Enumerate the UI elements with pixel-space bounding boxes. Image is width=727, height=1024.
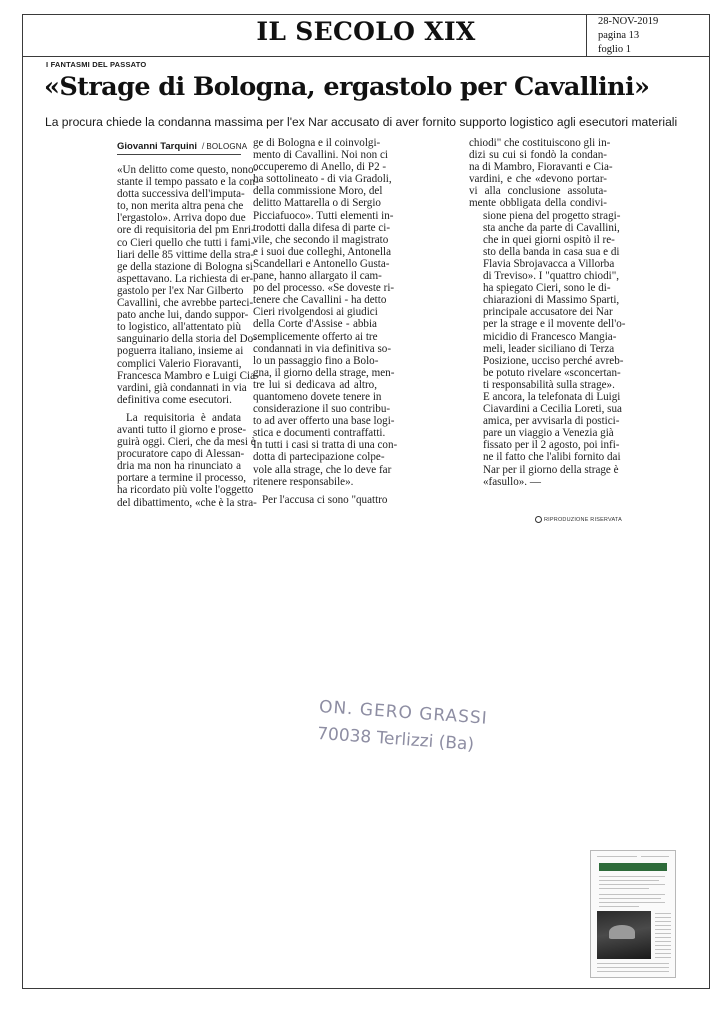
article-line: dotta di partecipazione colpe- — [253, 451, 385, 464]
byline — [117, 141, 247, 152]
thumbnail-text-line — [599, 884, 665, 885]
article-line: complici Valerio Fioravanti, — [117, 357, 242, 370]
article-line: pare un viaggio a Venezia già — [483, 427, 614, 440]
article-line: sta anche da parte di Cavallini, — [483, 221, 620, 234]
article-line: sto della banda in casa sua e di — [483, 245, 620, 258]
thumbnail-photo — [597, 911, 651, 959]
article-line: vole alla strage, che lo deve far — [253, 463, 392, 476]
office-stamp — [315, 694, 489, 776]
article-line: gastolo per l'ex Nar Gilberto — [117, 284, 244, 297]
byline-author: Giovanni Tarquini — [117, 141, 198, 152]
thumbnail-text-line — [655, 929, 671, 930]
article-line: trodotti dalla difesa di parte ci- — [253, 221, 391, 234]
article-line: vi alla conclusione assoluta- — [469, 185, 607, 198]
article-line: vardini, già condannati in via — [117, 381, 247, 394]
thumbnail-text-line — [655, 945, 671, 946]
thumbnail-text-line — [655, 933, 671, 934]
article-line: to ad aver offerto una base logi- — [253, 415, 395, 428]
article-line: mente obbligata della condivi- — [469, 197, 607, 210]
thumbnail-text-line — [655, 949, 671, 950]
article-line: procuratore capo di Alessan- — [117, 448, 245, 461]
article-line: micidio di Francesco Mangia- — [483, 330, 617, 343]
thumbnail-text-line — [599, 902, 665, 903]
article-line: ha ricordato più volte l'oggetto — [117, 484, 254, 497]
article-line: La requisitoria è andata — [126, 411, 241, 424]
thumbnail-text-line — [597, 963, 669, 964]
article-line: «fasullo». — — [483, 475, 541, 488]
article-line: ge della stazione di Bologna si — [117, 260, 253, 273]
thumbnail-text-line — [655, 957, 671, 958]
article-line: chiodi" che costituiscono gli in- — [469, 137, 611, 149]
article-line: ritenere responsabile». — [253, 475, 354, 488]
byline-rule — [117, 154, 241, 155]
thumbnail-text-line — [599, 880, 659, 881]
article-line: occuperemo di Anello, di P2 - — [253, 161, 387, 174]
publication-sheet: foglio 1 — [598, 44, 631, 55]
thumbnail-text-line — [655, 953, 671, 954]
thumbnail-text-line — [655, 921, 671, 922]
section-label: I FANTASMI DEL PASSATO — [46, 60, 147, 69]
publication-page: pagina 13 — [598, 30, 640, 41]
copyright-text: RIPRODUZIONE RISERVATA — [544, 516, 622, 523]
article-headline: «Strage di Bologna, ergastolo per Cavallini» — [44, 72, 650, 102]
article-line: dria ma non ha rinunciato a — [117, 460, 241, 473]
article-line: e i suoi due colleghi, Antonella — [253, 245, 392, 258]
article-line: considerazione il suo contribu- — [253, 403, 391, 416]
article-line: del dibattimento, «che è la stra- — [117, 496, 257, 509]
stamp-name: ON. GERO GRASSI — [318, 696, 489, 729]
article-line: dotta successiva dell'imputa- — [117, 188, 245, 201]
article-line: l'ergastolo». Arriva dopo due — [117, 212, 246, 225]
article-line: po del processo. «Se doveste ri- — [253, 282, 395, 295]
article-line: Scandellari e Antonello Gusta- — [253, 257, 390, 270]
article-line: Per l'accusa ci sono "quattro — [262, 493, 388, 506]
publication-date: 28-NOV-2019 — [598, 16, 659, 27]
article-line: semplicemente offerto ai tre — [253, 330, 378, 343]
article-line: gna, il giorno della strage, men- — [253, 366, 395, 379]
thumbnail-text-line — [599, 876, 665, 877]
byline-separator: / — [201, 141, 205, 152]
article-line: pane, hanno allargato il cam- — [253, 270, 382, 283]
article-line: di Treviso». I "quattro chiodi", — [483, 270, 620, 283]
article-line: ti responsabilità sulla strage». — [483, 378, 615, 391]
article-line: poguerra italiano, insieme ai — [117, 345, 244, 358]
article-line: Francesca Mambro e Luigi Cia- — [117, 369, 259, 382]
article-line: meli, leader siciliano di Terza — [483, 342, 615, 355]
stamp-address: 70038 Terlizzi (Ba) — [316, 723, 475, 755]
copyright-credit — [535, 516, 622, 523]
article-line: lo un passaggio fino a Bolo- — [253, 354, 379, 367]
article-line: vardini, e che «devono portar- — [469, 173, 607, 186]
article-line: Posizione, ucciso perché avreb- — [483, 354, 624, 367]
article-line: condannati in via definitiva so- — [253, 342, 392, 355]
article-line: amica, per avvisarla di postici- — [483, 415, 620, 428]
article-line: principale accusatore dei Nar — [483, 306, 613, 319]
article-line: ha sottolineato - di via Gradoli, — [253, 173, 392, 186]
byline-city: BOLOGNA — [206, 142, 248, 151]
article-line: delitto Mattarella o di Sergio — [253, 197, 381, 210]
article-line: na di Mambro, Fioravanti e Cia- — [469, 161, 613, 174]
article-line: che in quei giorni ospitò il re- — [483, 233, 615, 246]
copyright-icon — [535, 516, 542, 523]
article-line: «Un delitto come questo, nono- — [117, 164, 258, 176]
article-line: fissato per il 2 agosto, poi infi- — [483, 439, 620, 452]
thumbnail-text-line — [655, 937, 671, 938]
thumbnail-text-line — [599, 894, 665, 895]
article-line: Cavallini, che avrebbe parteci- — [117, 297, 254, 310]
article-line: liari delle 85 vittime della stra- — [117, 248, 255, 261]
article-line: sione piena del progetto stragi- — [483, 209, 621, 222]
article-line: stante il tempo passato e la con- — [117, 176, 259, 189]
thumbnail-text-line — [655, 913, 671, 914]
thumbnail-text-line — [597, 856, 637, 857]
article-line: Picciafuoco». Tutti elementi in- — [253, 209, 394, 222]
article-line: definitiva come esecutori. — [117, 393, 232, 406]
page-thumbnail — [590, 850, 676, 978]
article-line: portare a termine il processo, — [117, 472, 247, 485]
article-line: Flavia Sbrojavacca a Villorba — [483, 257, 615, 270]
article-line: ge di Bologna e il coinvolgi- — [253, 137, 381, 149]
article-line: tenere che Cavallini - ha detto — [253, 294, 387, 307]
thumbnail-text-line — [599, 906, 639, 907]
article-column-2 — [253, 137, 398, 506]
thumbnail-text-line — [655, 925, 671, 926]
article-line: dizi su cui si fondò la condan- — [469, 149, 607, 162]
article-line: be potuto rivelare «sconcertan- — [483, 366, 621, 379]
article-line: mento di Cavallini. Noi non ci — [253, 149, 388, 162]
thumbnail-text-line — [655, 917, 671, 918]
article-line: ha spiegato Cieri, sono le di- — [483, 282, 611, 295]
thumbnail-text-line — [597, 967, 669, 968]
article-line: guirà oggi. Cieri, che da mesi è — [117, 436, 256, 449]
article-line: tre lui si dedicava ad altro, — [253, 378, 377, 391]
thumbnail-text-line — [599, 888, 649, 889]
article-line: sanguinario della storia del Do- — [117, 333, 257, 346]
article-line: stica e documenti contraffatti. — [253, 427, 386, 440]
article-line: Cieri rivolgendosi ai giudici — [253, 306, 378, 319]
article-subheadline: La procura chiede la condanna massima per l'ex Nar accusato di aver fornito supporto logistico agli esecutori materiali — [45, 115, 678, 129]
article-line: ore di requisitoria del pm Enri- — [117, 224, 255, 237]
thumbnail-text-line — [597, 971, 669, 972]
article-line: chiarazioni di Massimo Sparti, — [483, 294, 620, 307]
article-line: avanti tutto il giorno e prose- — [117, 423, 247, 436]
article-column-1 — [117, 164, 259, 509]
article-column-3 — [469, 137, 626, 488]
article-line: vile, che secondo il magistrato — [253, 233, 389, 246]
article-line: to, non merita altra pena che — [117, 200, 244, 213]
article-line: to logistico, all'attentato più — [117, 321, 241, 334]
thumbnail-text-line — [599, 898, 661, 899]
article-line: Nar per il giorno della strage è — [483, 463, 619, 476]
article-line: aspettavano. La richiesta di er- — [117, 272, 254, 285]
article-line: E ancora, la telefonata di Luigi — [483, 390, 621, 403]
thumbnail-text-line — [641, 856, 669, 857]
article-line: della Corte d'Assise - abbia — [253, 318, 377, 331]
article-line: per la strage e il movente dell'o- — [483, 318, 626, 331]
article-line: ne il fatto che l'alibi fornito dai — [483, 451, 621, 464]
article-line: pato anche lui, dando suppor- — [117, 309, 249, 322]
article-line: co Cieri quello che tutti i fami- — [117, 236, 255, 249]
newspaper-masthead: IL SECOLO XIX — [256, 17, 476, 46]
thumbnail-text-line — [655, 941, 671, 942]
article-line: della commissione Moro, del — [253, 185, 383, 198]
thumbnail-photo-shape — [609, 925, 635, 939]
header-divider — [22, 56, 710, 57]
thumbnail-headline-band — [599, 863, 667, 871]
article-line: In tutti i casi si tratta di una con- — [253, 439, 398, 452]
article-line: Ciavardini a Cecilia Loreti, sua — [483, 403, 622, 416]
article-line: quantomeno dovete tenere in — [253, 390, 382, 403]
